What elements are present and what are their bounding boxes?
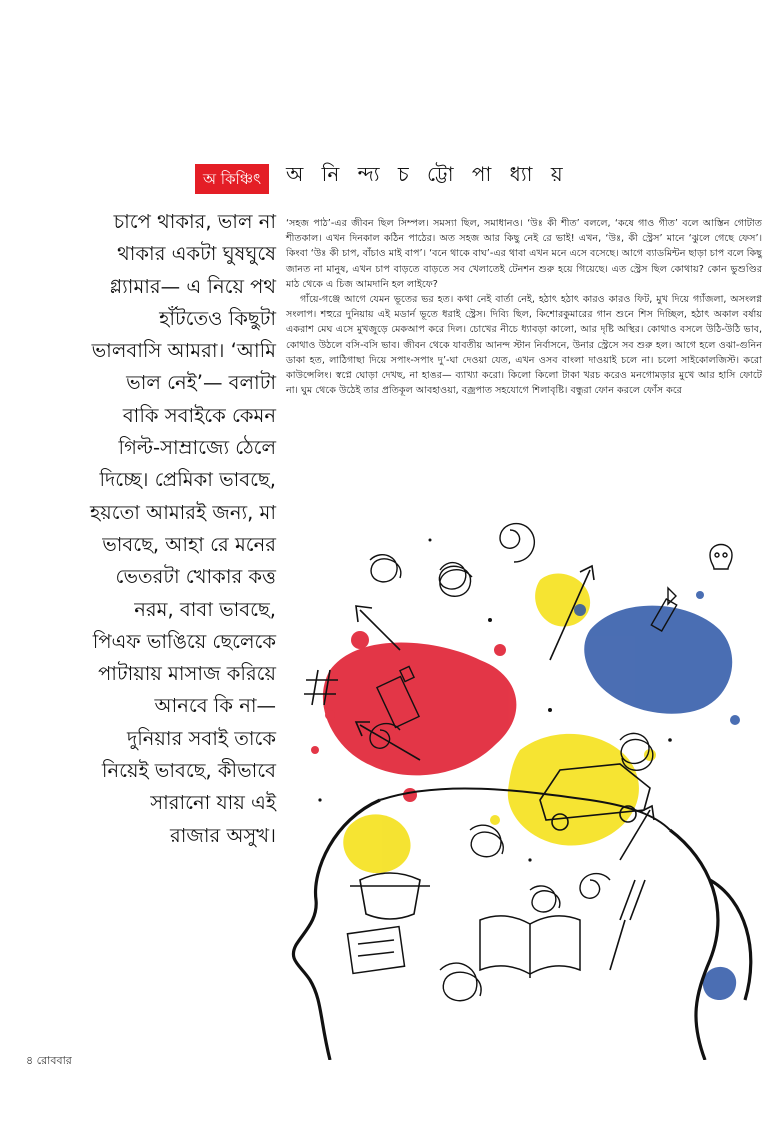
- article-paragraph: গাঁয়ে-গঞ্জে আগে যেমন ভূতের ভর হত। কথা নেই বার্তা নেই, হঠাৎ হঠাৎ কারও কারও ফিট, মুখ দিয়ে গ্যাঁজলা, অসংলগ্ন সংলাপ। শহুরে দুনিয়ায় এই মডার্ন ভূতে ধরাই স্ট্রেস। দিব্যি ছিল, কিশোরকুমারের গান শুনে শিস দিচ্ছিল, হঠাৎ অকাল বর্ষায় একরাশ মেঘ এসে মুখজুড়ে মেকআপ করে দিল। চোখের নীচে ধ্যাবড়া কালো, আর দৃষ্টি অস্থির। কোথাও বসলে উঠি-উঠি ভাব, কোথাও উঠলে বসি-বসি ভাব। জীবন থেকে যাবতীয় আনন্দ স্টান নির্বাসনে, উনার স্ট্রেসে সব শুরু হল। আগে হলে ওঝা-গুনিন ডাকা হত, লাঠিগাছা দিয়ে সপাং-সপাং দু’-ঘা দেওয়া যেত, এখন ওসব বাংলা দাওয়াই চলে না। চলো সাইকোলজিস্ট। করো কাউন্সেলিং। স্বপ্নে ঘোড়া দেখছ, না হাঙর— ব্যাখ্যা করো। কিলো কিলো টাকা খরচ করেও মনগোমড়ার মুখে আর হাসি ফোটে না। ঘুম থেকে উঠেই তার প্রতিকূল আবহাওয়া, বজ্রপাত সহযোগে শিলাবৃষ্টি। বন্ধুরা ফোন করলে ফোঁস করে: [286, 294, 762, 397]
- pull-quote-line: দিচ্ছে। প্রেমিকা ভাবছে,: [99, 468, 276, 492]
- head-illustration: [290, 500, 760, 1060]
- fork-icon: [610, 880, 645, 970]
- pull-quote-line: রাজার অসুখ।: [170, 823, 276, 847]
- pull-quote-line: সারানো যায় এই: [150, 791, 276, 815]
- pull-quote-line: থাকার একটা ঘুষঘুষে: [117, 242, 276, 266]
- skull-icon: [710, 545, 732, 570]
- section-tag: অ কিঞ্চিৎ: [195, 164, 269, 194]
- pull-quote-line: নিয়েই ভাবছে, কীভাবে: [101, 759, 276, 783]
- pull-quote-line: গিল্ট-সাম্রাজ্যে ঠেলে: [118, 436, 276, 460]
- book-icon: [480, 916, 580, 978]
- pull-quote-line: ভালবাসি আমরা। ‘আমি: [91, 339, 276, 363]
- pull-quote-line: ভাল নেই’— বলাটা: [126, 371, 276, 395]
- pot-icon: [350, 873, 430, 919]
- pull-quote-line: দুনিয়ার সবাই তাকে: [126, 726, 276, 750]
- pull-quote-line: পিএফ ভাঙিয়ে ছেলেকে: [92, 629, 276, 653]
- pull-quote: [8, 206, 276, 852]
- pull-quote-line: গ্ল্যামার— এ নিয়ে পথ: [109, 274, 276, 298]
- pull-quote-line: চাপে থাকার, ভাল না: [113, 210, 276, 233]
- calendar-icon: [347, 927, 404, 974]
- page-footer: ৪ রোববার: [26, 1054, 72, 1067]
- pull-quote-line: ভাবছে, আহা রে মনের: [102, 532, 276, 556]
- pull-quote-line: বাকি সবাইকে কেমন: [122, 403, 276, 427]
- pull-quote-line: হাঁটতেও কিছুটা: [159, 306, 276, 330]
- pull-quote-line: আনবে কি না—: [154, 694, 276, 718]
- article-body: [286, 216, 762, 398]
- pull-quote-line: হয়তো আমারই জন্য, মা: [90, 500, 276, 524]
- article-paragraph: ‘সহজ পাঠ’-এর জীবন ছিল সিম্পল। সমস্যা ছিল, সমাধানও। ‘উঃ কী শীত’ বললে, ‘কষে গাও গীত’ বলে আস্তিন গোটাত শীতকাল। এখন দিনকাল কঠিন পাঠের। অত সহজ আর কিছু নেই রে ভাই! এখন, ‘উঃ, কী স্ট্রেস’ মানে ‘ঝুলে গেছে ফেস’। কিংবা ‘উঃ কী চাপ, বাঁচাও মাই বাপ’। ‘বনে থাকে বাঘ’-এর থাবা এখন মনে এসে বসেছে। আগে ব্যাডমিন্টন ছাড়া চাপ বলে কিছু জানত না মানুষ, এখন চাপ বাড়তে বাড়তে সব খেলাতেই টেনশন শুরু হয়ে গিয়েছে। এত স্ট্রেস ছিল কোথায়? কোন ভুশুণ্ডির মাঠ থেকে এ চিজ আমদানি হল লাইফে?: [286, 218, 762, 290]
- pull-quote-line: ভেতরটা খোকার কত্ত: [115, 565, 276, 589]
- paint-splash-red: [311, 631, 516, 802]
- pull-quote-line: নরম, বাবা ভাবছে,: [134, 597, 276, 621]
- pull-quote-line: পাটায়ায় মাসাজ করিয়ে: [98, 662, 276, 686]
- author-byline: অ নি ন্দ্য চ ট্টো পা ধ্যা য়: [286, 162, 569, 186]
